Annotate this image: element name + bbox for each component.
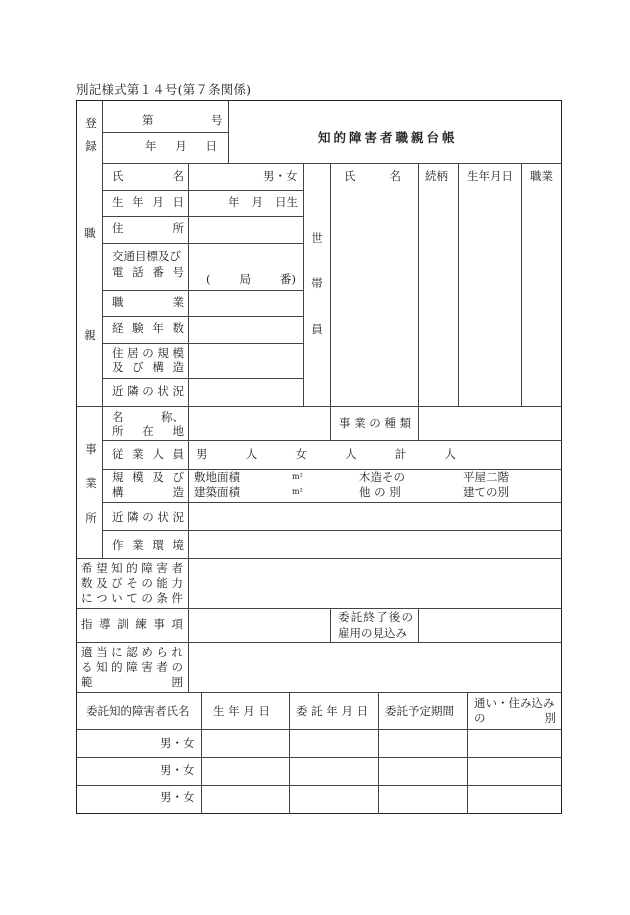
rule [330,406,331,440]
wish-label: 数 及 び そ の 能 力 [81,576,183,590]
form-caption: 別記様式第１４号(第７条関係) [76,82,252,97]
household-job-header: 職業 [530,169,553,183]
structure-label: 構 造 [112,485,184,499]
owner-address-label: 住 所 [112,221,184,235]
rule [102,440,562,441]
rule [228,101,229,163]
rule [418,608,419,642]
owner-birth-label: 生 年 月 日 [112,195,184,209]
registration-number-suffix: 号 [211,113,223,127]
rule [418,163,419,406]
rule [289,692,290,814]
floors-label: 平屋二階 [463,470,509,484]
business-neighborhood-label: 近 隣 の 状 況 [112,510,184,524]
rule [201,692,202,814]
owner-name-label: 氏 名 [112,169,184,183]
rule [102,216,303,217]
employment-outlook-label: 雇用の見込み [338,626,407,640]
building-area-unit: m² [292,487,303,496]
rule [77,692,562,693]
housing-structure-label: 及 び 構 造 [112,360,184,374]
phone-value: ( 局 番) [206,272,296,286]
business-type-label: 事 業 の 種 類 [339,416,412,430]
rule [102,530,562,531]
contract-date-header: 委 託 年 月 日 [296,704,369,718]
housing-label: 住 居 の 規 模 [112,346,184,360]
rule [102,290,303,291]
rule [378,692,379,814]
occupation-label: 職 業 [112,295,184,309]
rule [418,406,419,440]
phone-label: 電 話 番 号 [112,265,184,279]
registration-date: 年 月 日 [145,139,217,153]
commute-type-header: の 別 [474,711,556,725]
wooden-label: 木造その [359,470,405,484]
rule [330,608,331,642]
business-name-label: 名 称、 [112,410,184,424]
owner-sex: 男・女 [263,169,298,183]
rule [77,558,562,559]
household-label: 帯 [311,276,323,290]
site-area-unit: m² [292,472,303,481]
owner-birth-value: 年 月 日生 [228,195,298,209]
experience-label: 経 験 年 数 [112,321,184,335]
work-environment-label: 作 業 環 境 [112,538,184,552]
rule [77,785,562,786]
rule [77,406,562,407]
workers-value: 男 人 女 人 計 人 [196,447,456,461]
rule [77,642,562,643]
business-label: 事 [85,442,97,456]
registration-label: 録 [85,139,97,153]
scope-label: る 知 的 障 害 者 の [81,660,183,674]
workers-label: 従 業 人 員 [112,447,184,461]
floors-type-label: 建ての別 [463,485,509,499]
ledger-title: 知的障害者職親台帳 [318,130,458,145]
transport-label: 交通目標及び [112,249,181,263]
contract-period-header: 委託予定期間 [385,704,454,718]
rule [102,343,303,344]
rule [102,502,562,503]
rule [467,692,468,814]
wish-label: 希 望 知 的 障 害 者 [81,561,183,575]
rule [458,163,459,406]
commute-header: 通い・住み込み [474,696,555,710]
rule [102,316,303,317]
rule [102,243,303,244]
household-birth-header: 生年月日 [467,169,513,183]
business-location-label: 所 在 地 [112,424,184,438]
shokushin-label: 親 [84,328,96,342]
business-label: 業 [85,476,97,490]
rule [102,132,228,133]
registration-label: 登 [85,116,97,130]
rule [330,163,331,406]
household-label: 員 [311,322,323,336]
household-name-header: 氏 名 [344,169,401,183]
trainee-birth-header: 生 年 月 日 [213,704,270,718]
rule [102,378,303,379]
shokushin-label: 職 [84,226,96,240]
trainee-sex-1: 男・女 [160,736,195,750]
site-area-label: 敷地面積 [194,470,240,484]
household-relation-header: 続柄 [425,169,448,183]
rule [77,757,562,758]
rule [188,163,189,692]
wish-label: に つ い て の 条 件 [81,591,183,605]
registration-number-label: 第 [142,113,154,127]
guidance-label: 指 導 訓 練 事 項 [81,617,183,631]
rule [77,729,562,730]
building-area-label: 建築面積 [194,485,240,499]
wooden-other-label: 他 の 別 [359,485,401,499]
rule [102,190,303,191]
rule [303,163,304,406]
registry-form [76,100,562,814]
trainee-sex-2: 男・女 [160,763,195,777]
trainee-sex-3: 男・女 [160,790,195,804]
rule [77,608,562,609]
owner-neighborhood-label: 近 隣 の 状 況 [112,384,184,398]
rule [521,163,522,406]
scope-label: 範 囲 [81,675,183,689]
household-label: 世 [311,231,323,245]
rule [102,163,562,164]
scale-label: 規 模 及 び [112,470,184,484]
after-contract-label: 委 託 終 了 後 の [338,610,413,624]
rule [102,101,103,558]
scope-label: 適 当 に 認 め ら れ [81,645,183,659]
trainee-name-header: 委託知的障害者氏名 [86,704,190,718]
business-label: 所 [85,511,97,525]
